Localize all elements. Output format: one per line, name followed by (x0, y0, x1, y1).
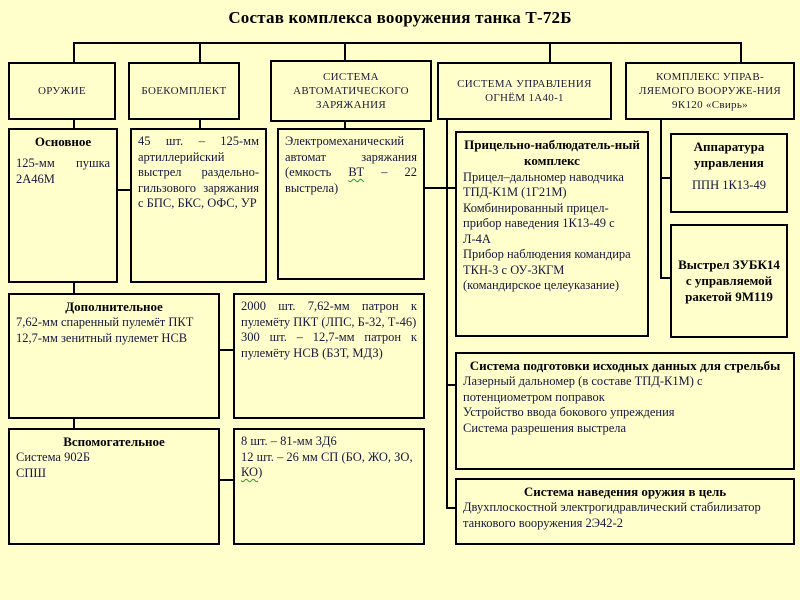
aux-ammo-line: 8 шт. – 81-мм 3Д6 (241, 434, 337, 448)
mg-ammo-line: 2000 шт. 7,62-мм патрон к пулемёту ПКТ (ЛПС, Б-32, Т-46) (241, 299, 417, 329)
box-mg-ammo (233, 293, 425, 419)
main-weapon-heading: Основное (34, 134, 92, 149)
box-secondary-weapon (8, 293, 220, 419)
data-preparation-line: Лазерный дальномер (в составе ТПД-К1М) с потенциометром поправок (463, 374, 703, 404)
auxiliary-weapon-line: СПШ (16, 465, 46, 480)
box-guided-weapons-label: КОМПЛЕКС УПРАВ-ЛЯЕМОГО ВООРУЖЕ-НИЯ 9К120 «Свирь» (638, 70, 782, 112)
aiming-system-body: Двухплоскостной электрогидравлический стабилизатор танкового вооружения 2Э42-2 (463, 500, 761, 530)
secondary-weapon-line: 12,7-мм зенитный пулемет НСВ (16, 330, 188, 345)
autoloader-detail-text: Электромеханический автомат заряжания (емкость (285, 134, 417, 179)
box-aux-ammo (233, 428, 425, 545)
box-fcs (437, 62, 612, 120)
connector-secondary-auxiliary (73, 419, 75, 428)
box-weapons (8, 62, 116, 120)
box-control-equipment (670, 133, 788, 213)
box-rounds-125 (130, 128, 267, 283)
box-aiming-system (455, 478, 795, 545)
secondary-weapon-line: 7,62-мм спаренный пулемёт ПКТ (16, 315, 194, 330)
connector-stub-fcs (549, 42, 551, 62)
auxiliary-weapon-heading: Вспомогательное (63, 434, 165, 449)
aux-ammo-text-end: ) (258, 465, 263, 479)
data-preparation-line: Устройство ввода бокового упреждения (463, 405, 675, 420)
box-ammo-label: БОЕКОМПЛЕКТ (141, 84, 227, 97)
box-autoloader (270, 60, 432, 122)
box-autoloader-label: СИСТЕМА АВТОМАТИЧЕСКОГО ЗАРЯЖАНИЯ (293, 70, 409, 112)
connector-auxiliary-auxammo (220, 479, 233, 481)
connector-secondary-mgammo (220, 349, 233, 351)
connector-spine-datapreparation (446, 384, 455, 386)
box-weapons-label: ОРУЖИЕ (38, 84, 86, 97)
main-weapon-body: 125-мм пушка 2А46М (16, 156, 110, 186)
aux-ammo-text: 12 шт. – 26 мм СП (БО, ЖО, ЗО, (241, 449, 413, 464)
connector-stub-weapons (73, 42, 75, 62)
box-main-weapon (8, 128, 118, 283)
connector-main-secondary (73, 283, 75, 293)
control-equipment-heading: Аппаратура управления (693, 139, 765, 171)
secondary-weapon-heading: Дополнительное (65, 299, 163, 314)
box-ammo (128, 62, 240, 120)
box-data-preparation (455, 352, 795, 470)
connector-spine-guidedround (660, 277, 670, 279)
diagram-title: Состав комплекса вооружения танка Т-72Б (228, 8, 572, 27)
box-autoloader-detail (277, 128, 425, 280)
connector-top-bus (73, 42, 742, 44)
sighting-complex-line: Прибор наблюдения командира ТКН-3 с ОУ-3КГМ (463, 247, 631, 277)
connector-stub-ammo (199, 42, 201, 62)
rounds-125-body: 45 шт. – 125-мм артиллерийский выстрел раздельно-гильзового заряжания с БПС, БКС, ОФС, УР (138, 134, 259, 210)
data-preparation-heading: Система подготовки исходных данных для стрельбы (469, 358, 781, 373)
connector-weapons-main (73, 120, 75, 128)
auxiliary-weapon-line: Система 902Б (16, 450, 91, 465)
sighting-complex-line: Комбинированный прицел-прибор наведения 1К13-49 с Л-4А (463, 200, 615, 246)
mg-ammo-line: 300 шт. – 12,7-мм патрон к пулемёту НСВ (БЗТ, МДЗ) (241, 330, 417, 360)
control-equipment-body: ППН 1К13-49 (692, 177, 766, 192)
box-guided-round (670, 224, 788, 338)
connector-stub-guided (740, 42, 742, 62)
aux-ammo-line (241, 450, 417, 481)
connector-guided-spine (660, 120, 662, 279)
sighting-complex-line: (командирское целеуказание) (463, 278, 620, 292)
aiming-system-heading: Система наведения оружия в цель (523, 484, 727, 499)
autoloader-detail-spellcheck-word: ВТ (348, 165, 365, 179)
guided-round-heading: Выстрел ЗУБК14 с управляемой ракетой 9М119 (678, 256, 780, 305)
connector-ammo-rounds (199, 120, 201, 128)
data-preparation-line: Система разрешения выстрела (463, 420, 627, 435)
connector-spine-controlequipment (660, 177, 670, 179)
box-sighting-complex (455, 131, 649, 337)
box-fcs-label: СИСТЕМА УПРАВЛЕНИЯ ОГНЁМ 1А40-1 (457, 77, 592, 104)
connector-autoloader-sighting (425, 187, 455, 189)
connector-main-rounds (118, 189, 130, 191)
connector-fcs-spine (446, 120, 448, 509)
connector-spine-aiming (446, 507, 455, 509)
sighting-complex-line: Прицел–дальномер наводчика ТПД-К1М (1Г21М) (463, 169, 624, 199)
autoloader-detail-text-end: – 22 выстрела) (285, 165, 417, 195)
aux-ammo-spellcheck-word: КО (241, 465, 259, 479)
sighting-complex-heading: Прицельно-наблюдатель-ный комплекс (464, 137, 640, 169)
box-auxiliary-weapon (8, 428, 220, 545)
connector-stub-autoloader (344, 42, 346, 62)
box-guided-weapons (625, 62, 795, 120)
